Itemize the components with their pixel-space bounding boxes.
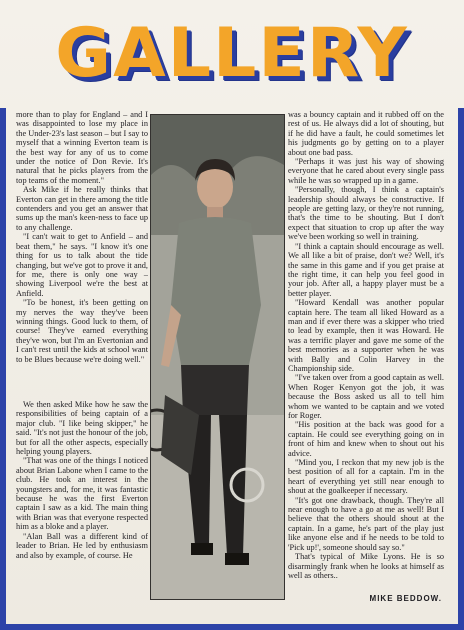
paragraph: was a bouncy captain and it rubbed off on the rest of us. He always did a lot of shouting, but if he did have a fault, he could sometimes let his judgments go by getting on to a player about one bad pass. xyxy=(288,110,444,157)
paragraph: "His position at the back was good for a captain. He could see everything going on in front of him and knew when to shout out his advice. xyxy=(288,420,444,458)
paragraph: "Mind you, I reckon that my new job is the best position of all for a captain. I'm in the heart of everything yet still near enough to shout at the goalkeeper if necessary. xyxy=(288,458,444,496)
paragraph: "Howard Kendall was another popular captain here. The team all liked Howard as a man and if ever there was a skipper who tried to lead by example, then it was Howard. He was a terrific player and gave me some of the best memories as a supporter when he was with Bally and Colin Harvey in the Championship side. xyxy=(288,298,444,373)
page-title: GALLERY xyxy=(55,14,409,93)
paragraph: We then asked Mike how he saw the responsibilities of being captain of a major club. "I like being skipper," he said. "It's not just the honour of the job, but for all the other aspects, especially helping young players. xyxy=(16,400,148,457)
paragraph: "Alan Ball was a different kind of leader to Brian. He led by enthusiasm and also by example, of course. He xyxy=(16,531,148,560)
paragraph: "I've taken over from a good captain as well. When Roger Kenyon got the job, it was because the Boss asked us all to tell him whom we wanted to be captain and we voted for Roger. xyxy=(288,373,444,420)
byline: MIKE BEDDOW. xyxy=(369,594,442,603)
paragraph: "It's got one drawback, though. They're all near enough to have a go at me as well! But I believe that the others should shout at the captain. In a game, he's part of the play just like anyone else and if he needs to be told to 'Pick up!', someone should say so." xyxy=(288,495,444,552)
paragraph: That's typical of Mike Lyons. He is so disarmingly frank when he looks at himself as well as others.. xyxy=(288,552,444,580)
paragraph: more than to play for England – and I was disappointed to lose my place in the Under-23's last season – but I say to myself that a winning Everton team is the best way for any of us to come under the notice of Don Revie. It's natural that he picks players from the top teams of the moment." xyxy=(16,110,148,185)
article-column-left-top xyxy=(16,110,148,400)
article-column-left-bottom xyxy=(16,400,148,600)
paragraph: "I can't wait to get to Anfield – and beat them," he says. "I know it's one thing for us to talk about the tide changing, but we've got to prove it and, for me, there is only one way – showing Liverpool we're the best at Anfield. xyxy=(16,232,148,298)
paragraph: "Personally, though, I think a captain's leadership should always be constructive. If people are getting lazy, or they're not running, that's the time to be shouting. But I don't expect that situation to crop up after the way we've been working so well in training. xyxy=(288,185,444,242)
paragraph: Ask Mike if he really thinks that Everton can get in there among the title contenders and you get an answer that sums up the man's keen-ness to face up to any challenge. xyxy=(16,185,148,232)
player-photo-illustration xyxy=(151,115,284,599)
paragraph: "To be honest, it's been getting on my nerves the way they've been winning things. Good luck to them, of course! They've earned everything they've won, but I'm an Evertonian and I can't rest until the kids at school want to be Blues because we're doing well." xyxy=(16,298,148,364)
paragraph: "I think a captain should encourage as well. We all like a bit of praise, don't we? Well, it's the same in this game and if you get praise at the right time, it can help you feel good in your job. After all, a happy player must be a better player. xyxy=(288,241,444,298)
player-photo xyxy=(150,114,285,600)
article-column-right xyxy=(288,110,444,590)
header-banner xyxy=(0,0,464,108)
paragraph: "That was one of the things I noticed about Brian Labone when I came to the club. He took an interest in the youngsters and, for me, it was fantastic because he was the first Everton captain I saw as a kid. The main thing with Brian was that everyone respected him as a bloke and a player. xyxy=(16,456,148,532)
paragraph: "Perhaps it was just his way of showing everyone that he cared about every single pass while he was so wrapped up in a game. xyxy=(288,157,444,185)
